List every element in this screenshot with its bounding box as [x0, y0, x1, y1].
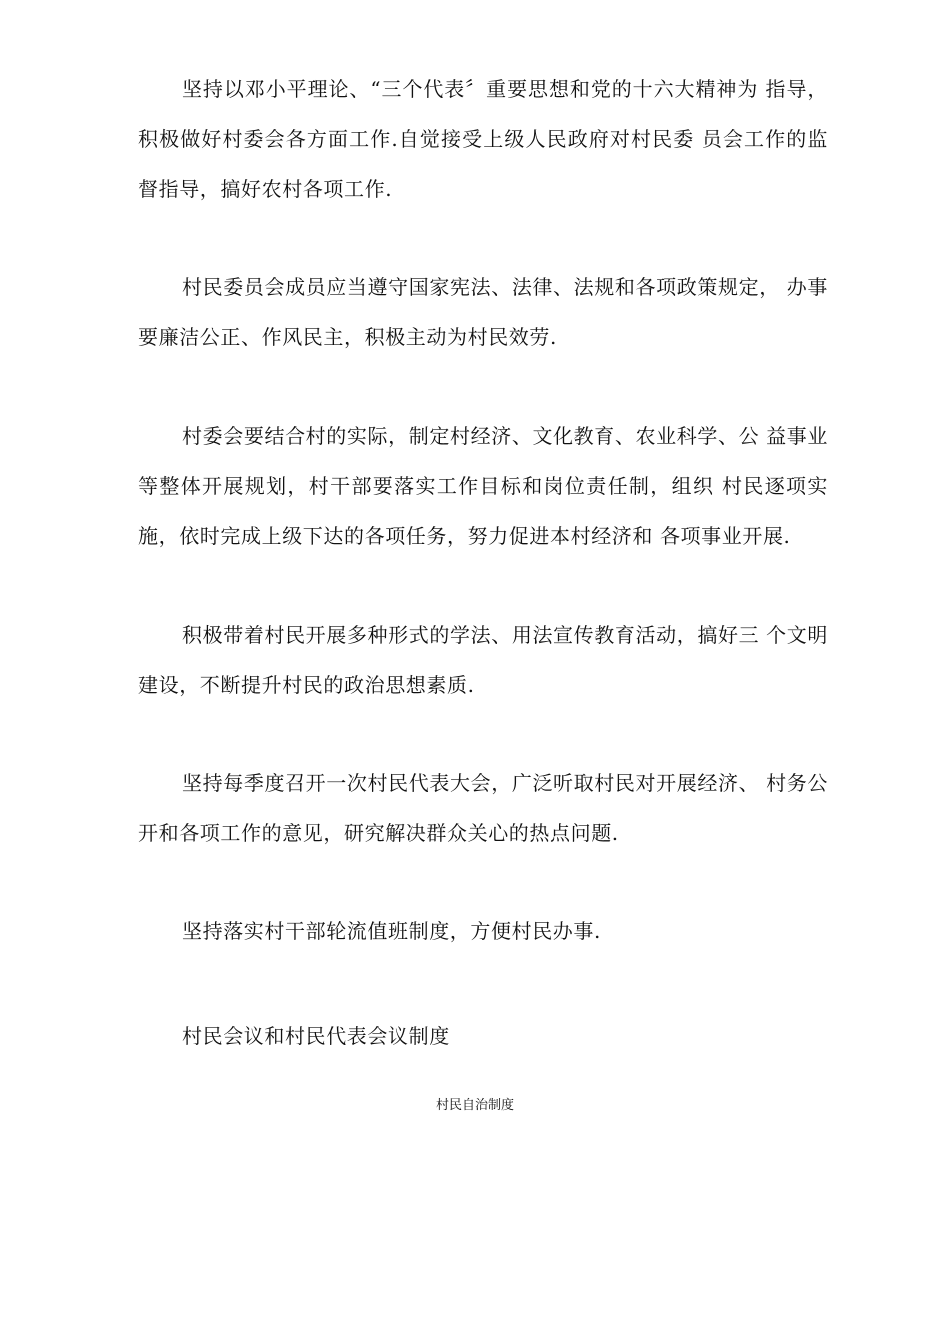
paragraph-legal-education: 积极带着村民开展多种形式的学法、用法宣传教育活动，搞好三 个文明建设，不断提升村民的政治思想素质.: [138, 623, 828, 697]
paragraph-quarterly-meeting: 坚持每季度召开一次村民代表大会，广泛听取村民对开展经济、 村务公开和各项工作的意见，研究解决群众关心的热点问题.: [138, 771, 828, 845]
paragraph-guiding-principle: 坚持以邓小平理论、“三个代表〞重要思想和党的十六大精神为 指导，积极做好村委会各方面工作.自觉接受上级人民政府对村民委 员会工作的监督指导，搞好农村各项工作.: [138, 77, 828, 201]
paragraph-duty-rotation: 坚持落实村干部轮流值班制度，方便村民办事.: [182, 919, 601, 943]
paragraph-committee-conduct: 村民委员会成员应当遵守国家宪法、法律、法规和各项政策规定， 办事要廉洁公正、作风民主，积极主动为村民效劳.: [138, 275, 828, 349]
paragraph-meeting-system-heading: 村民会议和村民代表会议制度: [182, 1024, 450, 1048]
page-footer: 村民自治制度: [435, 1098, 514, 1113]
paragraph-development-planning: 村委会要结合村的实际，制定村经济、文化教育、农业科学、公 益事业等整体开展规划，村干部要落实工作目标和岗位责任制，组织 村民逐项实施，依时完成上级下达的各项任务，努力促进本村经济和 各项事业开展.: [138, 424, 828, 548]
